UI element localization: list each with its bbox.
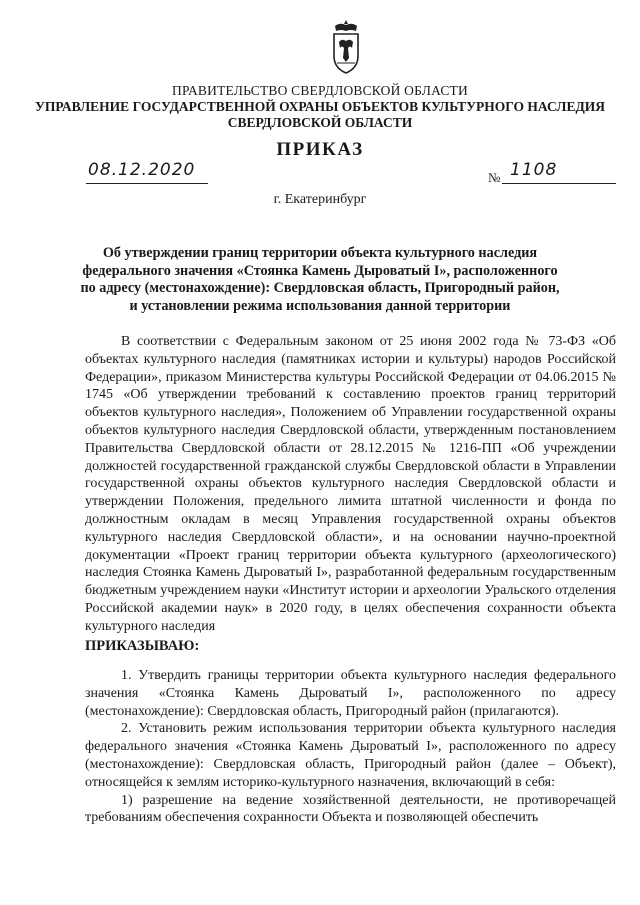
number-field [488,160,616,184]
agency-name [0,99,640,131]
document-type: ПРИКАЗ [276,139,364,160]
title-line1: Об утверждении границ территории объекта культурного наследия [102,245,538,261]
number-sign: № [488,170,501,185]
city: г. Екатеринбург [273,192,367,207]
coat-of-arms-icon [326,18,366,76]
government-name: ПРАВИТЕЛЬСТВО СВЕРДЛОВСКОЙ ОБЛАСТИ [172,83,468,98]
preamble [85,333,616,636]
order-item-2-sub-1: 1) разрешение на ведение хозяйственной деятельности, не противоречащей требованиям обеспечения сохранности Объекта и позволяющей обеспечить [85,792,616,826]
date-underline [86,183,208,184]
number-underline [502,183,616,184]
number-handwritten: 1108 [510,160,558,180]
preamble-text: В соответствии с Федеральным законом от 25 июня 2002 года № 73-ФЗ «Об объектах культурного наследия (памятниках истории и культуры) народов Российской Федерации», приказом Министерства культуры Российской Федерации от 04.06.2015 № 1745 «Об утверждении требований к составлению проектов границ территорий объектов культурного наследия», Положением об Управлении государственной охраны объектов культурного наследия Свердловской области, утвержденным постановлением Правительства Свердловской области от 28.12.2015 № 1216-ПП «Об учреждении должностей государственной гражданской службы Свердловской области в Управлении государственной охраны объектов культурного наследия Свердловской области и утверждении Положения, предельного лимита штатной численности и фонда по должностным окладам в месяц Управления государственной охраны объектов культурного наследия Свердловской области», и на основании научно-проектной документации «Проект границ территории объекта культурного (археологического) наследия Стоянка Камень Дыроватый I», разработанной федеральным государственным бюджетным учреждением науки «Институт истории и археологии Уральского отделения Российской академии наук» в 2020 году, в целях обеспечения сохранности объекта культурного наследия [85,334,616,634]
agency-name-line2: СВЕРДЛОВСКОЙ ОБЛАСТИ [227,115,413,130]
order-items [85,667,616,827]
order-item-2: 2. Установить режим использования территории объекта культурного наследия федерального значения «Стоянка Камень Дыроватый I», расположенного по адресу (местонахождение): Свердловская область, Пригородный район (далее – Объект), относящейся к землям историко-культурного назначения, включающий в себя: [85,721,616,790]
title-line2: федерального значения «Стоянка Камень Дыроватый I», расположенного [82,262,558,279]
title-line4: и установлении режима использования данной территории [129,297,511,314]
order-item-1: 1. Утвердить границы территории объекта культурного наследия федерального значения «Стоянка Камень Дыроватый I», расположенного по адресу (местонахождение): Свердловская область, Пригородный район (прилагаются). [85,668,616,719]
command-heading: ПРИКАЗЫВАЮ: [85,638,200,654]
title-line3: по адресу (местонахождение): Свердловская область, Пригородный район, [80,280,560,296]
date-handwritten: 08.12.2020 [88,160,196,180]
document-title [0,245,640,315]
agency-name-line1: УПРАВЛЕНИЕ ГОСУДАРСТВЕННОЙ ОХРАНЫ ОБЪЕКТОВ КУЛЬТУРНОГО НАСЛЕДИЯ [34,99,606,114]
date-field [86,160,208,184]
